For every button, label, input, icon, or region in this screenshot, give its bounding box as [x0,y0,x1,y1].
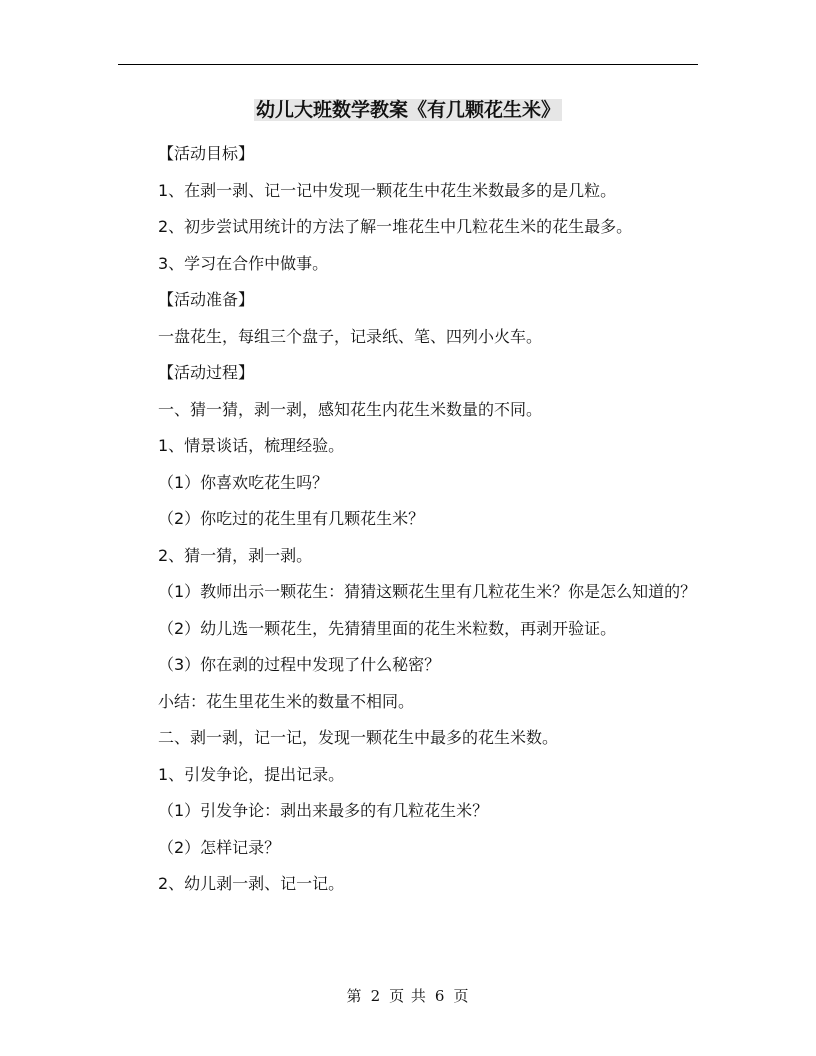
paragraph: 1、在剥一剥、记一记中发现一颗花生中花生米数最多的是几粒。 [158,180,617,200]
paragraph: 一、猜一猜，剥一剥，感知花生内花生米数量的不同。 [158,399,543,419]
header-rule [118,64,698,65]
paragraph: （1）你喜欢吃花生吗？ [158,472,329,492]
paragraph: 3、学习在合作中做事。 [158,253,329,273]
paragraph: 1、情景谈话，梳理经验。 [158,436,345,455]
page-title [0,96,816,124]
paragraph: （2）怎样记录？ [158,837,281,857]
page-label-suffix: 页 [453,987,470,1005]
paragraph: 2、幼儿剥一剥、记一记。 [158,874,345,893]
paragraph: （2）你吃过的花生里有几颗花生米？ [158,509,425,528]
page-label-prefix: 第 [346,987,363,1005]
paragraph: 1、引发争论，提出记录。 [158,764,345,784]
paragraph: 2、初步尝试用统计的方法了解一堆花生中几粒花生米的花生最多。 [158,217,633,236]
current-page-number: 2 [370,987,382,1005]
paragraph: 一盘花生，每组三个盘子，记录纸、笔、四列小火车。 [158,326,543,346]
paragraph: 【活动准备】 [158,290,255,309]
paragraph: （1）教师出示一颗花生：猜猜这颗花生里有几粒花生米？你是怎么知道的？ [158,582,697,601]
page-label-mid: 页 共 [389,987,427,1005]
paragraph: 【活动目标】 [158,144,255,163]
page-title-text: 幼儿大班数学教案《有几颗花生米》 [255,99,560,121]
paragraph: （3）你在剥的过程中发现了什么秘密？ [158,655,441,674]
total-pages-number: 6 [434,987,446,1005]
paragraph: 2、猜一猜，剥一剥。 [158,545,313,565]
paragraph: 【活动过程】 [158,363,255,382]
paragraph: （2）幼儿选一颗花生，先猜猜里面的花生米粒数，再剥开验证。 [158,618,617,638]
paragraph: 二、剥一剥，记一记，发现一颗花生中最多的花生米数。 [158,728,559,747]
paragraph: （1）引发争论：剥出来最多的有几粒花生米？ [158,801,489,820]
document-body [118,136,698,903]
paragraph: 小结：花生里花生米的数量不相同。 [158,691,415,711]
page-footer [0,986,816,1006]
